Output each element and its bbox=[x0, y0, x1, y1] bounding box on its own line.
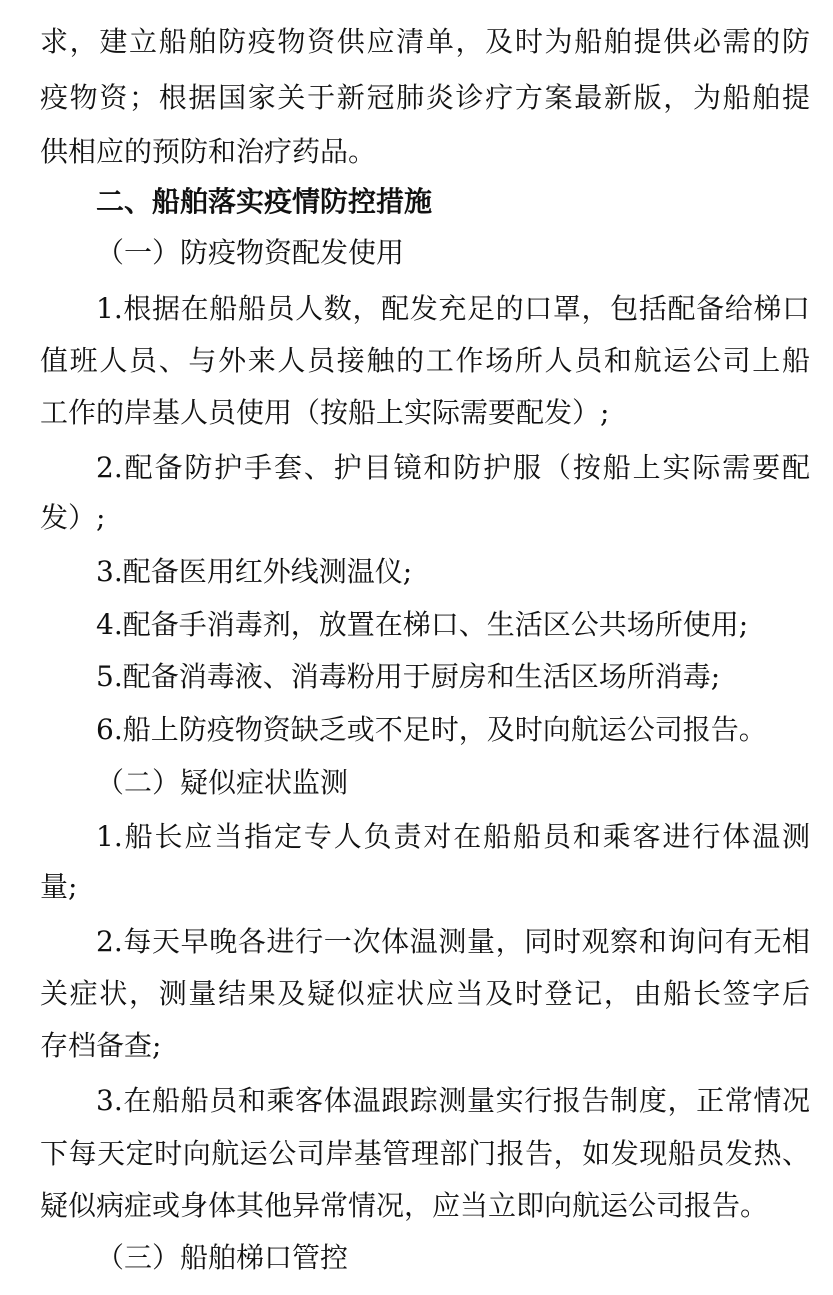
list-item-line: 6.船上防疫物资缺乏或不足时，及时向航运公司报告。 bbox=[96, 713, 767, 746]
list-item-line: 5.配备消毒液、消毒粉用于厨房和生活区场所消毒; bbox=[96, 660, 721, 693]
list-item-line: 发）; bbox=[40, 501, 106, 534]
paragraph-line: 求，建立船舶防疫物资供应清单，及时为船舶提供必需的防 bbox=[40, 25, 810, 58]
list-item-line: 2.配备防护手套、护目镜和防护服（按船上实际需要配 bbox=[96, 451, 810, 484]
list-item-line: 值班人员、与外来人员接触的工作场所人员和航运公司上船 bbox=[40, 344, 810, 377]
list-item-line: 关症状，测量结果及疑似症状应当及时登记，由船长签字后 bbox=[40, 977, 810, 1010]
paragraph-line: 疫物资；根据国家关于新冠肺炎诊疗方案最新版，为船舶提 bbox=[40, 81, 810, 114]
subsection-heading: （一）防疫物资配发使用 bbox=[96, 236, 405, 269]
subsection-heading: （三）船舶梯口管控 bbox=[96, 1241, 349, 1274]
list-item-line: 下每天定时向航运公司岸基管理部门报告，如发现船员发热、 bbox=[40, 1137, 810, 1170]
list-item-line: 1.船长应当指定专人负责对在船船员和乘客进行体温测 bbox=[96, 820, 810, 853]
list-item-line: 存档备查; bbox=[40, 1029, 162, 1062]
paragraph-line: 供相应的预防和治疗药品。 bbox=[40, 135, 377, 168]
section-heading: 二、船舶落实疫情防控措施 bbox=[96, 185, 433, 218]
list-item-line: 1.根据在船船员人数，配发充足的口罩，包括配备给梯口 bbox=[96, 292, 810, 325]
subsection-heading: （二）疑似症状监测 bbox=[96, 766, 349, 799]
list-item-line: 2.每天早晚各进行一次体温测量，同时观察和询问有无相 bbox=[96, 925, 810, 958]
list-item-line: 疑似病症或身体其他异常情况，应当立即向航运公司报告。 bbox=[40, 1189, 769, 1222]
list-item-line: 4.配备手消毒剂，放置在梯口、生活区公共场所使用; bbox=[96, 608, 749, 641]
list-item-line: 工作的岸基人员使用（按船上实际需要配发）; bbox=[40, 396, 610, 429]
list-item-line: 3.配备医用红外线测温仪; bbox=[96, 555, 413, 588]
list-item-line: 量; bbox=[40, 870, 78, 903]
list-item-line: 3.在船船员和乘客体温跟踪测量实行报告制度，正常情况 bbox=[96, 1084, 810, 1117]
